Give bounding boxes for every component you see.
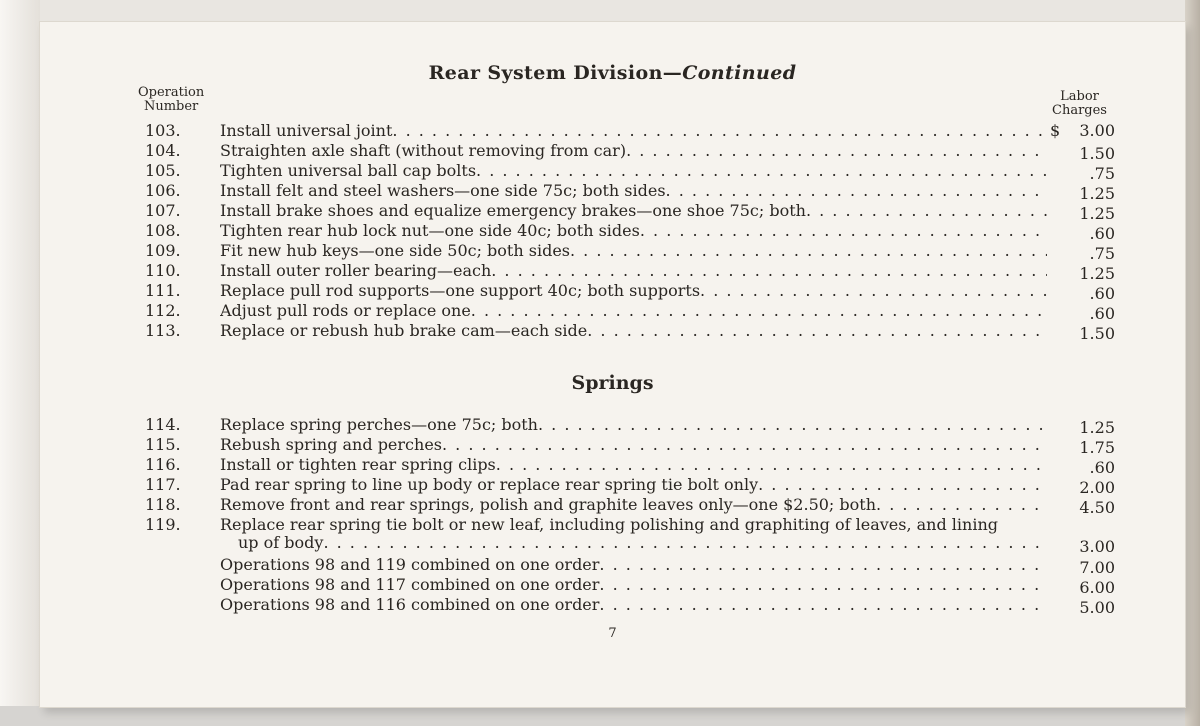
description-text: Operations 98 and 119 combined on one order	[220, 555, 600, 574]
dot-leader	[471, 301, 1047, 321]
dot-leader	[491, 261, 1047, 281]
description-text: Tighten universal ball cap bolts	[220, 161, 477, 180]
labor-charge: 6.00	[1079, 578, 1115, 597]
dot-leader	[538, 415, 1047, 435]
operation-number: 117.	[145, 475, 181, 494]
operation-description	[220, 475, 1047, 495]
dot-leader	[758, 475, 1047, 495]
operation-description	[220, 555, 1047, 575]
table-row	[145, 435, 1115, 455]
table-row	[145, 455, 1115, 475]
dot-leader	[570, 241, 1047, 261]
operation-number: 110.	[145, 261, 181, 280]
description-text: Install outer roller bearing—each	[220, 261, 492, 280]
operation-description	[238, 533, 1047, 553]
description-text: Replace spring perches—one 75c; both	[220, 415, 538, 434]
description-text: Install or tighten rear spring clips	[220, 455, 496, 474]
labor-charge: 5.00	[1079, 598, 1115, 617]
operation-description	[220, 575, 1047, 595]
labor-charge: .60	[1089, 224, 1115, 243]
description-text: Straighten axle shaft (without removing from car)	[220, 141, 627, 160]
dot-leader	[640, 221, 1047, 241]
book-bottom-edge	[0, 706, 1200, 726]
labor-charge: .75	[1089, 164, 1115, 183]
operation-description	[220, 321, 1047, 341]
labor-charge: 3.00	[1079, 121, 1115, 140]
table-row	[145, 495, 1115, 515]
table-row	[145, 321, 1115, 341]
labor-charge: .75	[1089, 244, 1115, 263]
description-text: Install brake shoes and equalize emergency brakes—one shoe 75c; both	[220, 201, 806, 220]
dot-leader	[496, 455, 1047, 475]
dot-leader	[700, 281, 1047, 301]
labor-charge: 1.25	[1079, 204, 1115, 223]
table-row	[145, 555, 1115, 575]
page-number: 7	[608, 626, 617, 641]
operation-number: 108.	[145, 221, 181, 240]
operation-description	[220, 181, 1047, 201]
operation-number: 104.	[145, 141, 181, 160]
labor-charge: 1.50	[1079, 324, 1115, 343]
operation-number: 105.	[145, 161, 181, 180]
table-row	[145, 281, 1115, 301]
dot-leader	[587, 321, 1047, 341]
table-row-continuation	[145, 533, 1115, 556]
description-text: Fit new hub keys—one side 50c; both sides	[220, 241, 570, 260]
table-row	[145, 221, 1115, 241]
table-row	[145, 201, 1115, 221]
operation-header-line2: Number	[143, 99, 199, 114]
operation-number: 111.	[145, 281, 181, 300]
table-row	[145, 515, 1115, 535]
labor-charge: 2.00	[1079, 478, 1115, 497]
description-text: Install universal joint	[220, 121, 393, 140]
table-row	[145, 141, 1115, 161]
labor-charges-header	[1052, 90, 1107, 118]
dot-leader	[876, 495, 1047, 515]
dot-leader	[599, 595, 1047, 615]
operation-number: 114.	[145, 415, 181, 434]
labor-charge: 1.75	[1079, 438, 1115, 457]
operation-description	[220, 221, 1047, 241]
table-row	[145, 241, 1115, 261]
operation-description	[220, 301, 1047, 321]
description-text: Install felt and steel washers—one side 75c; both sides	[220, 181, 666, 200]
description-text: Replace pull rod supports—one support 40c; both supports	[220, 281, 701, 300]
table-row	[145, 121, 1115, 141]
operation-description	[220, 201, 1047, 221]
operation-number: 106.	[145, 181, 181, 200]
operation-number: 109.	[145, 241, 181, 260]
operation-description	[220, 141, 1047, 161]
description-text: Replace or rebush hub brake cam—each side	[220, 321, 588, 340]
description-text: Operations 98 and 116 combined on one order	[220, 595, 600, 614]
operation-number: 103.	[145, 121, 181, 140]
labor-header-line1: Labor	[1060, 89, 1099, 104]
table-row	[145, 161, 1115, 181]
title-main: Rear System Division—	[428, 62, 683, 84]
operation-number: 119.	[145, 515, 181, 534]
operation-description	[220, 495, 1047, 515]
operation-number-header	[138, 86, 204, 114]
labor-charge: 4.50	[1079, 498, 1115, 517]
labor-charge: .60	[1089, 458, 1115, 477]
labor-charge: .60	[1089, 284, 1115, 303]
dot-leader	[626, 141, 1047, 161]
description-text: Adjust pull rods or replace one	[220, 301, 471, 320]
operation-header-line1: Operation	[138, 85, 205, 100]
dot-leader	[599, 575, 1047, 595]
operation-description	[220, 415, 1047, 435]
table-row	[145, 415, 1115, 435]
operation-number: 115.	[145, 435, 181, 454]
operation-number: 116.	[145, 455, 181, 474]
springs-section-title: Springs	[571, 372, 654, 394]
operation-description	[220, 281, 1047, 301]
table-row	[145, 301, 1115, 321]
page-title	[40, 62, 1185, 84]
operation-number: 112.	[145, 301, 181, 320]
labor-charge: 1.25	[1079, 184, 1115, 203]
operation-description	[220, 435, 1047, 455]
operation-number: 113.	[145, 321, 181, 340]
dot-leader	[476, 161, 1047, 181]
table-row	[145, 261, 1115, 281]
book-right-edge	[1185, 0, 1200, 726]
labor-header-line2: Charges	[1052, 103, 1107, 118]
dot-leader	[806, 201, 1047, 221]
labor-charge: 1.50	[1079, 144, 1115, 163]
operation-description	[220, 455, 1047, 475]
labor-charge: 1.25	[1079, 264, 1115, 283]
dot-leader	[323, 533, 1047, 553]
description-text: Pad rear spring to line up body or replace rear spring tie bolt only	[220, 475, 759, 494]
title-continued: Continued	[682, 62, 797, 84]
table-row	[145, 575, 1115, 595]
labor-charge: 7.00	[1079, 558, 1115, 577]
dot-leader	[442, 435, 1047, 455]
description-text-line2: up of body	[238, 533, 324, 552]
dot-leader	[666, 181, 1047, 201]
labor-charge: .60	[1089, 304, 1115, 323]
operation-description	[220, 241, 1047, 261]
table-row	[145, 595, 1115, 615]
table-row	[145, 181, 1115, 201]
book-left-edge	[0, 0, 40, 726]
description-text: Rebush spring and perches	[220, 435, 442, 454]
description-text-line1: Replace rear spring tie bolt or new leaf, including polishing and graphiting of leaves, and lining	[220, 515, 998, 534]
description-text: Operations 98 and 117 combined on one order	[220, 575, 600, 594]
operation-number: 118.	[145, 495, 181, 514]
operation-number: 107.	[145, 201, 181, 220]
table-row	[145, 475, 1115, 495]
dollar-sign: $	[1050, 121, 1061, 140]
labor-charge: 3.00	[1079, 537, 1115, 556]
operation-description	[220, 595, 1047, 615]
operation-description	[220, 121, 1047, 141]
operation-description	[220, 261, 1047, 281]
labor-charge: 1.25	[1079, 418, 1115, 437]
dot-leader	[599, 555, 1047, 575]
dot-leader	[392, 121, 1047, 141]
book-page	[40, 22, 1185, 707]
operation-description	[220, 161, 1047, 181]
description-text: Tighten rear hub lock nut—one side 40c; both sides	[220, 221, 640, 240]
description-text: Remove front and rear springs, polish and graphite leaves only—one $2.50; both	[220, 495, 877, 514]
